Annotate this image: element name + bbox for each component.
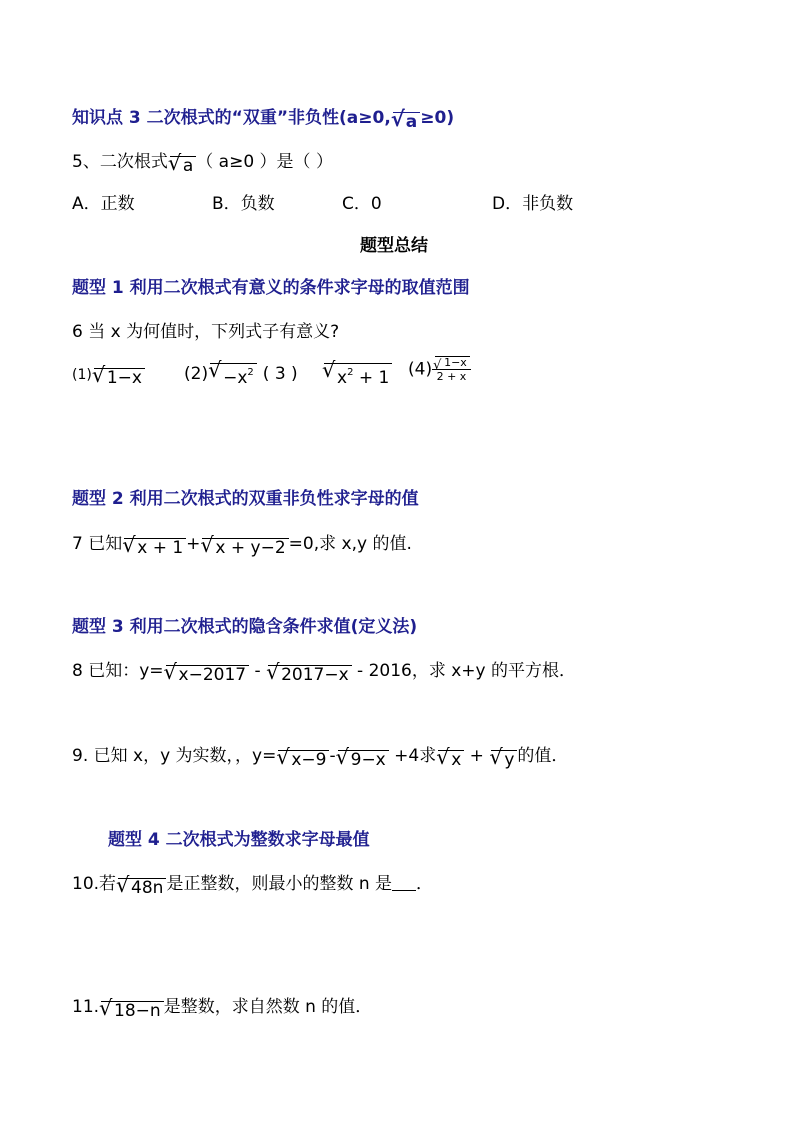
sqrt-x-squared-plus-1: √ $x^2 + 1$ xyxy=(324,363,392,387)
sqrt-48n: √ 48n xyxy=(118,878,166,897)
q5-pre: 5、二次根式 xyxy=(72,152,168,172)
answer-blank[interactable] xyxy=(392,874,416,891)
section-heading-k3 xyxy=(72,106,454,131)
sqrt-a: √ a xyxy=(393,112,420,131)
sqrt-x-minus-2017: √ x−2017 xyxy=(166,665,250,684)
summary-title: 题型总结 xyxy=(360,236,428,256)
option-a: A．正数 xyxy=(72,194,135,214)
sqrt-x-minus-9: √ x−9 xyxy=(278,750,329,769)
option-c: C．0 xyxy=(342,194,382,214)
type-4-heading: 题型 4 二次根式为整数求字母最值 xyxy=(108,830,370,850)
q6-part3 xyxy=(322,362,392,387)
q6-part3-label: ( 3 ) xyxy=(262,364,298,384)
sqrt-2017-minus-x: √ 2017−x xyxy=(268,665,352,684)
question-8: 8 已知：y=√ x−2017 - √ 2017−x - 2016，求 x+y 的平方根． xyxy=(72,659,576,684)
type-1-heading: 题型 1 利用二次根式有意义的条件求字母的取值范围 xyxy=(72,278,470,298)
sqrt-1-minus-x: √ 1−x xyxy=(94,368,145,387)
sqrt-x: √ x xyxy=(438,750,464,769)
option-d: D．非负数 xyxy=(492,194,574,214)
question-9: 9. 已知 x，y 为实数，，y=√ x−9 -√ 9−x +4求√ x + √ y 的值． xyxy=(72,744,568,769)
option-b: B．负数 xyxy=(212,194,275,214)
q6-part4-label: (4) xyxy=(408,359,433,380)
type-3-heading: 题型 3 利用二次根式的隐含条件求值(定义法) xyxy=(72,617,418,637)
question-5 xyxy=(72,150,333,175)
q6-part2-label: (2) xyxy=(184,364,209,384)
question-11: 11.√ 18−n 是整数，求自然数 n 的值． xyxy=(72,995,372,1020)
sqrt-x-plus-1: √ x + 1 xyxy=(124,538,186,557)
type-2-heading: 题型 2 利用二次根式的双重非负性求字母的值 xyxy=(72,489,419,509)
sqrt-neg-x-squared: √ $-x^2$ xyxy=(210,363,257,387)
sqrt-x-plus-y-minus-2: √ x + y−2 xyxy=(202,538,288,557)
sqrt-1-minus-x-small: √ 1−x xyxy=(435,356,470,369)
q5-post: （ a≥0 ）是（ ） xyxy=(196,152,333,172)
q6-expressions xyxy=(72,362,145,387)
question-10: 10.若√ 48n 是正整数，则最小的整数 n 是 ． xyxy=(72,872,433,897)
q6-part2 xyxy=(184,362,298,387)
sqrt-9-minus-x: √ 9−x xyxy=(338,750,389,769)
q6-part1-label: (1) xyxy=(72,367,92,383)
fraction-denominator: 2 + x xyxy=(436,370,467,383)
sqrt-y: √ y xyxy=(491,750,517,769)
question-7: 7 已知√ x + 1 +√ x + y−2 =0,求 x,y 的值. xyxy=(72,532,412,557)
fraction xyxy=(432,356,471,383)
k3-tail: ≥0) xyxy=(420,108,455,128)
question-6: 6 当 x 为何值时，下列式子有意义? xyxy=(72,322,340,342)
sqrt-a: √ a xyxy=(170,156,196,175)
q6-part4 xyxy=(408,356,471,383)
k3-head: 知识点 3 二次根式的“双重”非负性(a≥0, xyxy=(72,108,391,128)
sqrt-18-minus-n: √ 18−n xyxy=(101,1001,164,1020)
